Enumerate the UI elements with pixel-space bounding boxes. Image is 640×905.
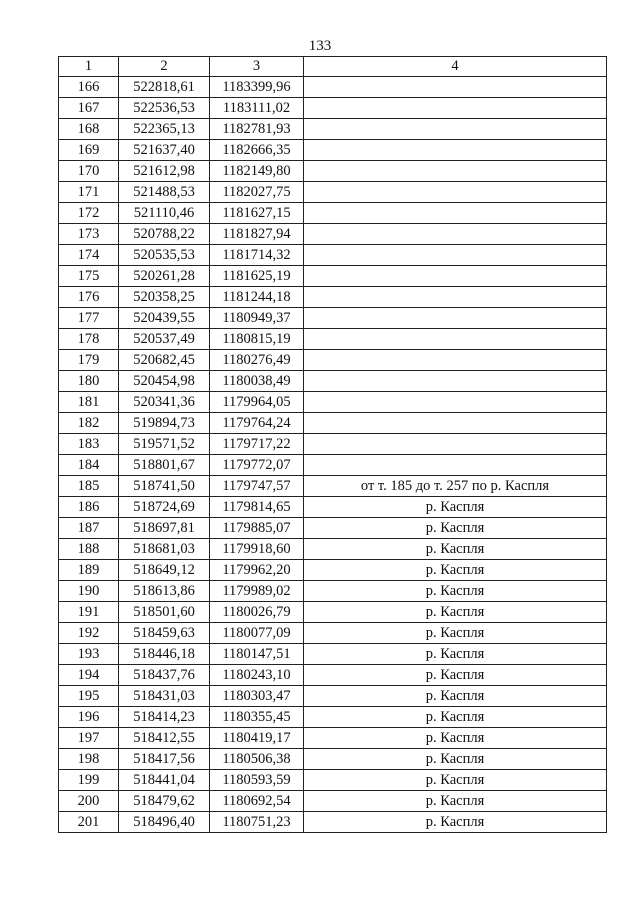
table-row — [59, 392, 607, 413]
coord-x-cell: 520682,45 — [119, 350, 210, 371]
point-number-cell: 201 — [59, 812, 119, 833]
coord-x-cell: 520788,22 — [119, 224, 210, 245]
description-cell: р. Каспля — [304, 539, 607, 560]
point-number-cell: 182 — [59, 413, 119, 434]
coord-x-cell: 518431,03 — [119, 686, 210, 707]
coord-y-cell: 1179717,22 — [210, 434, 304, 455]
table-row — [59, 791, 607, 812]
point-number-cell: 183 — [59, 434, 119, 455]
table-row — [59, 497, 607, 518]
coord-x-cell: 518681,03 — [119, 539, 210, 560]
table-row — [59, 245, 607, 266]
coord-x-cell: 518437,76 — [119, 665, 210, 686]
description-cell: р. Каспля — [304, 497, 607, 518]
coord-y-cell: 1180276,49 — [210, 350, 304, 371]
coord-x-cell: 519571,52 — [119, 434, 210, 455]
coord-y-cell: 1179918,60 — [210, 539, 304, 560]
description-cell: р. Каспля — [304, 686, 607, 707]
coord-x-cell: 521488,53 — [119, 182, 210, 203]
table-row — [59, 539, 607, 560]
point-number-cell: 181 — [59, 392, 119, 413]
point-number-cell: 169 — [59, 140, 119, 161]
coordinates-table — [58, 56, 607, 833]
description-cell: р. Каспля — [304, 518, 607, 539]
coord-x-cell: 522536,53 — [119, 98, 210, 119]
header-col-1: 1 — [59, 57, 119, 77]
table-row — [59, 518, 607, 539]
coord-y-cell: 1183111,02 — [210, 98, 304, 119]
coord-y-cell: 1180077,09 — [210, 623, 304, 644]
table-row — [59, 371, 607, 392]
coord-y-cell: 1180751,23 — [210, 812, 304, 833]
description-cell — [304, 308, 607, 329]
description-cell — [304, 392, 607, 413]
point-number-cell: 168 — [59, 119, 119, 140]
coord-y-cell: 1179989,02 — [210, 581, 304, 602]
point-number-cell: 166 — [59, 77, 119, 98]
table-row — [59, 707, 607, 728]
table-row — [59, 119, 607, 140]
coord-x-cell: 521612,98 — [119, 161, 210, 182]
coord-y-cell: 1179964,05 — [210, 392, 304, 413]
coord-y-cell: 1181244,18 — [210, 287, 304, 308]
description-cell — [304, 371, 607, 392]
point-number-cell: 200 — [59, 791, 119, 812]
table-row — [59, 686, 607, 707]
coord-y-cell: 1180147,51 — [210, 644, 304, 665]
description-cell — [304, 161, 607, 182]
coord-x-cell: 518613,86 — [119, 581, 210, 602]
point-number-cell: 199 — [59, 770, 119, 791]
point-number-cell: 196 — [59, 707, 119, 728]
description-cell — [304, 266, 607, 287]
point-number-cell: 191 — [59, 602, 119, 623]
table-row — [59, 560, 607, 581]
coord-x-cell: 520537,49 — [119, 329, 210, 350]
coord-y-cell: 1183399,96 — [210, 77, 304, 98]
description-cell: р. Каспля — [304, 749, 607, 770]
coord-y-cell: 1182027,75 — [210, 182, 304, 203]
table-row — [59, 161, 607, 182]
coord-x-cell: 518741,50 — [119, 476, 210, 497]
table-row — [59, 665, 607, 686]
point-number-cell: 173 — [59, 224, 119, 245]
point-number-cell: 193 — [59, 644, 119, 665]
description-cell — [304, 182, 607, 203]
description-cell: р. Каспля — [304, 644, 607, 665]
coord-y-cell: 1181714,32 — [210, 245, 304, 266]
coord-x-cell: 518414,23 — [119, 707, 210, 728]
coord-x-cell: 518459,63 — [119, 623, 210, 644]
point-number-cell: 187 — [59, 518, 119, 539]
description-cell — [304, 413, 607, 434]
coord-y-cell: 1179962,20 — [210, 560, 304, 581]
coord-x-cell: 522365,13 — [119, 119, 210, 140]
description-cell: р. Каспля — [304, 665, 607, 686]
coord-y-cell: 1182149,80 — [210, 161, 304, 182]
description-cell: р. Каспля — [304, 770, 607, 791]
page-number: 133 — [308, 38, 332, 54]
coord-y-cell: 1181827,94 — [210, 224, 304, 245]
coord-y-cell: 1181625,19 — [210, 266, 304, 287]
coord-y-cell: 1179885,07 — [210, 518, 304, 539]
coord-x-cell: 518412,55 — [119, 728, 210, 749]
coord-y-cell: 1179764,24 — [210, 413, 304, 434]
table-row — [59, 644, 607, 665]
coord-y-cell: 1181627,15 — [210, 203, 304, 224]
description-cell — [304, 203, 607, 224]
point-number-cell: 198 — [59, 749, 119, 770]
coord-x-cell: 521637,40 — [119, 140, 210, 161]
point-number-cell: 178 — [59, 329, 119, 350]
table-row — [59, 224, 607, 245]
point-number-cell: 175 — [59, 266, 119, 287]
description-cell — [304, 350, 607, 371]
table-row — [59, 287, 607, 308]
point-number-cell: 197 — [59, 728, 119, 749]
coord-x-cell: 521110,46 — [119, 203, 210, 224]
coord-x-cell: 518801,67 — [119, 455, 210, 476]
coord-x-cell: 520439,55 — [119, 308, 210, 329]
description-cell: р. Каспля — [304, 560, 607, 581]
coord-y-cell: 1180949,37 — [210, 308, 304, 329]
coord-y-cell: 1180593,59 — [210, 770, 304, 791]
point-number-cell: 184 — [59, 455, 119, 476]
table-row — [59, 770, 607, 791]
coord-x-cell: 519894,73 — [119, 413, 210, 434]
header-col-2: 2 — [119, 57, 210, 77]
table-row — [59, 434, 607, 455]
description-cell — [304, 287, 607, 308]
point-number-cell: 185 — [59, 476, 119, 497]
table-row — [59, 350, 607, 371]
coord-y-cell: 1179814,65 — [210, 497, 304, 518]
description-cell: р. Каспля — [304, 623, 607, 644]
table-row — [59, 203, 607, 224]
table-row — [59, 623, 607, 644]
point-number-cell: 179 — [59, 350, 119, 371]
coord-x-cell: 518501,60 — [119, 602, 210, 623]
coord-y-cell: 1180506,38 — [210, 749, 304, 770]
table-row — [59, 728, 607, 749]
point-number-cell: 194 — [59, 665, 119, 686]
description-cell: р. Каспля — [304, 602, 607, 623]
table-row — [59, 77, 607, 98]
table-row — [59, 476, 607, 497]
coord-x-cell: 518417,56 — [119, 749, 210, 770]
description-cell: р. Каспля — [304, 707, 607, 728]
point-number-cell: 186 — [59, 497, 119, 518]
coord-x-cell: 518479,62 — [119, 791, 210, 812]
description-cell: р. Каспля — [304, 581, 607, 602]
point-number-cell: 172 — [59, 203, 119, 224]
description-cell — [304, 329, 607, 350]
description-cell: р. Каспля — [304, 791, 607, 812]
coord-y-cell: 1180026,79 — [210, 602, 304, 623]
table-row — [59, 329, 607, 350]
table-body — [59, 77, 607, 833]
coord-y-cell: 1182781,93 — [210, 119, 304, 140]
point-number-cell: 167 — [59, 98, 119, 119]
coord-x-cell: 520341,36 — [119, 392, 210, 413]
point-number-cell: 190 — [59, 581, 119, 602]
coord-y-cell: 1180815,19 — [210, 329, 304, 350]
coord-x-cell: 518446,18 — [119, 644, 210, 665]
coord-x-cell: 518649,12 — [119, 560, 210, 581]
coord-x-cell: 520535,53 — [119, 245, 210, 266]
coord-y-cell: 1180243,10 — [210, 665, 304, 686]
description-cell: от т. 185 до т. 257 по р. Каспля — [304, 476, 607, 497]
header-row — [59, 57, 607, 77]
point-number-cell: 180 — [59, 371, 119, 392]
description-cell — [304, 119, 607, 140]
description-cell — [304, 245, 607, 266]
table-row — [59, 812, 607, 833]
table-row — [59, 581, 607, 602]
coord-x-cell: 518496,40 — [119, 812, 210, 833]
point-number-cell: 170 — [59, 161, 119, 182]
description-cell — [304, 455, 607, 476]
description-cell — [304, 98, 607, 119]
coord-y-cell: 1180692,54 — [210, 791, 304, 812]
point-number-cell: 195 — [59, 686, 119, 707]
table-row — [59, 182, 607, 203]
coord-x-cell: 520261,28 — [119, 266, 210, 287]
coord-y-cell: 1180355,45 — [210, 707, 304, 728]
coord-y-cell: 1180303,47 — [210, 686, 304, 707]
table-row — [59, 749, 607, 770]
table-row — [59, 98, 607, 119]
table-row — [59, 602, 607, 623]
coord-y-cell: 1182666,35 — [210, 140, 304, 161]
description-cell — [304, 140, 607, 161]
table-header — [59, 57, 607, 77]
description-cell — [304, 434, 607, 455]
point-number-cell: 188 — [59, 539, 119, 560]
coord-y-cell: 1180038,49 — [210, 371, 304, 392]
coord-x-cell: 520454,98 — [119, 371, 210, 392]
point-number-cell: 176 — [59, 287, 119, 308]
description-cell: р. Каспля — [304, 812, 607, 833]
table-row — [59, 455, 607, 476]
description-cell: р. Каспля — [304, 728, 607, 749]
point-number-cell: 174 — [59, 245, 119, 266]
point-number-cell: 177 — [59, 308, 119, 329]
coord-y-cell: 1179747,57 — [210, 476, 304, 497]
table-row — [59, 413, 607, 434]
description-cell — [304, 224, 607, 245]
header-col-3: 3 — [210, 57, 304, 77]
coord-x-cell: 518441,04 — [119, 770, 210, 791]
coord-x-cell: 522818,61 — [119, 77, 210, 98]
coord-y-cell: 1180419,17 — [210, 728, 304, 749]
table-row — [59, 140, 607, 161]
header-col-4: 4 — [304, 57, 607, 77]
coord-x-cell: 518724,69 — [119, 497, 210, 518]
point-number-cell: 189 — [59, 560, 119, 581]
table-row — [59, 266, 607, 287]
coord-y-cell: 1179772,07 — [210, 455, 304, 476]
coord-x-cell: 518697,81 — [119, 518, 210, 539]
table-row — [59, 308, 607, 329]
description-cell — [304, 77, 607, 98]
point-number-cell: 171 — [59, 182, 119, 203]
point-number-cell: 192 — [59, 623, 119, 644]
coord-x-cell: 520358,25 — [119, 287, 210, 308]
